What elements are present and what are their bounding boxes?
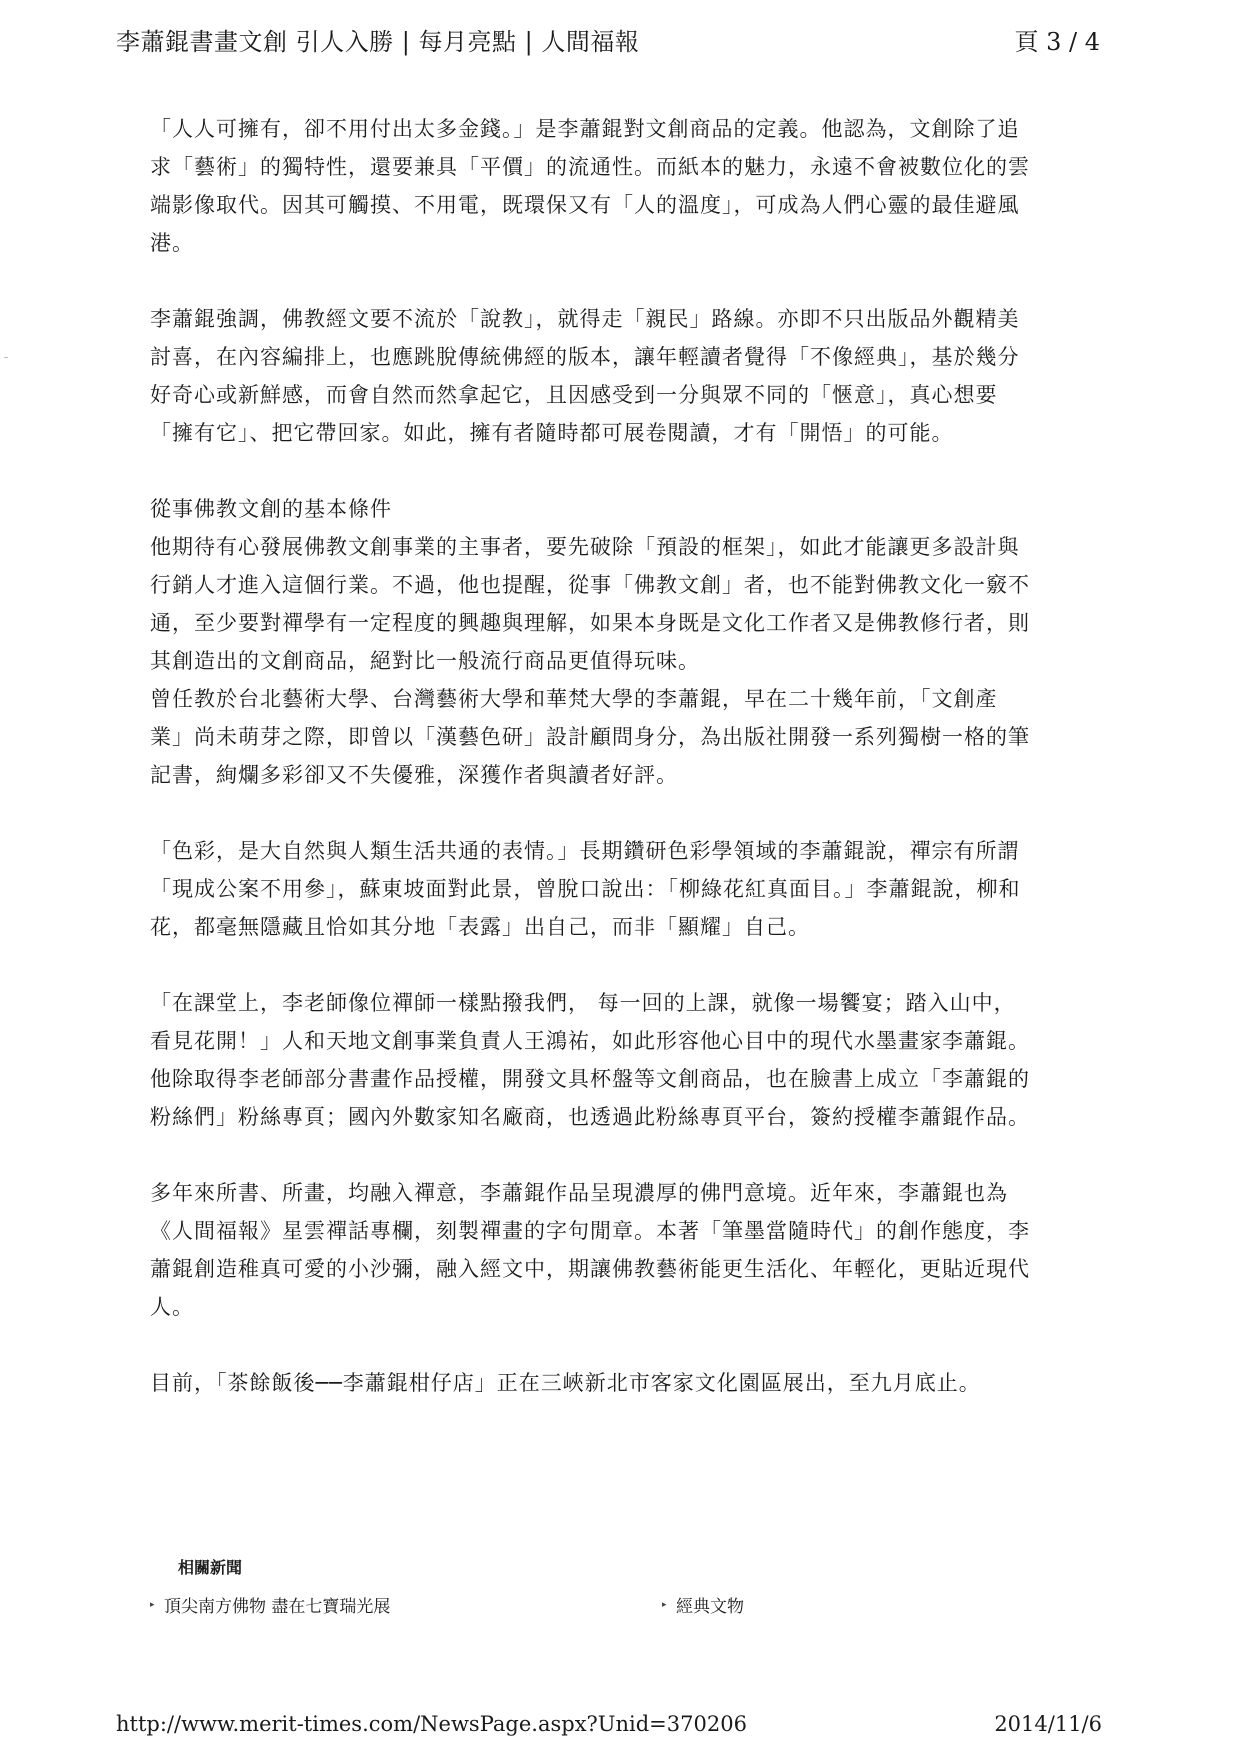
related-news-list <box>150 1592 1050 1618</box>
bullet-icon: ▸ <box>150 1599 155 1610</box>
related-news-section <box>150 1555 1050 1618</box>
related-news-link-text[interactable]: 經典文物 <box>676 1597 744 1617</box>
page-number: 頁 3 / 4 <box>1014 28 1100 56</box>
article-body <box>150 110 1030 1402</box>
article-paragraph: 「人人可擁有，卻不用付出太多金錢。」是李蕭錕對文創商品的定義。他認為，文創除了追求「藝術」的獨特性，還要兼具「平價」的流通性。而紙本的魅力，永遠不會被數位化的雲端影像取代。因其可觸摸、不用電，既環保又有「人的溫度」，可成為人們心靈的最佳避風港。 <box>150 117 1030 255</box>
article-paragraph: 李蕭錕強調，佛教經文要不流於「說教」，就得走「親民」路線。亦即不只出版品外觀精美討喜，在內容編排上，也應跳脫傳統佛經的版本，讓年輕讀者覺得「不像經典」，基於幾分好奇心或新鮮感，而會自然而然拿起它，且因感受到一分與眾不同的「愜意」，真心想要「擁有它」、把它帶回家。如此，擁有者隨時都可展卷閱讀，才有「開悟」的可能。 <box>150 307 1020 445</box>
footer-date: 2014/11/6 <box>994 1712 1102 1736</box>
related-news-heading: 相關新聞 <box>178 1558 243 1577</box>
scan-artifact <box>4 357 8 358</box>
page-header-title: 李蕭錕書畫文創 引人入勝 | 每月亮點 | 人間福報 <box>116 28 640 56</box>
footer-url: http://www.merit-times.com/NewsPage.aspx?Unid=370206 <box>116 1712 747 1736</box>
article-paragraph: 「在課堂上，李老師像位禪師一樣點撥我們， 每一回的上課，就像一場饗宴；踏入山中，看見花開！」人和天地文創事業負責人王鴻祐，如此形容他心目中的現代水墨畫家李蕭錕。他除取得李老師部分書畫作品授權，開發文具杯盤等文創商品，也在臉書上成立「李蕭錕的粉絲們」粉絲專頁；國內外數家知名廠商，也透過此粉絲專頁平台，簽約授權李蕭錕作品。 <box>150 991 1030 1129</box>
related-news-link-text[interactable]: 頂尖南方佛物 盡在七寶瑞光展 <box>164 1597 391 1617</box>
article-paragraph: 多年來所書、所畫，均融入禪意，李蕭錕作品呈現濃厚的佛門意境。近年來，李蕭錕也為《人間福報》星雲禪話專欄，刻製禪畫的字句閒章。本著「筆墨當隨時代」的創作態度，李蕭錕創造稚真可愛的小沙彌，融入經文中，期讓佛教藝術能更生活化、年輕化，更貼近現代人。 <box>150 1181 1030 1319</box>
article-paragraph: 目前，「茶餘飯後──李蕭錕柑仔店」正在三峽新北市客家文化園區展出，至九月底止。 <box>150 1371 981 1395</box>
article-paragraph: 曾任教於台北藝術大學、台灣藝術大學和華梵大學的李蕭錕，早在二十幾年前，「文創產業」尚未萌芽之際，即曾以「漢藝色研」設計顧問身分，為出版社開發一系列獨樹一格的筆記書，絢爛多彩卻又不失優雅，深獲作者與讀者好評。 <box>150 687 1030 787</box>
related-news-link[interactable] <box>662 1592 744 1617</box>
article-paragraph: 他期待有心發展佛教文創事業的主事者，要先破除「預設的框架」，如此才能讓更多設計與行銷人才進入這個行業。不過，他也提醒，從事「佛教文創」者，也不能對佛教文化一竅不通，至少要對禪學有一定程度的興趣與理解，如果本身既是文化工作者又是佛教修行者，則其創造出的文創商品，絕對比一般流行商品更值得玩味。 <box>150 535 1030 673</box>
article-paragraph: 「色彩，是大自然與人類生活共通的表情。」長期鑽研色彩學領域的李蕭錕說，禪宗有所謂「現成公案不用參」，蘇東坡面對此景，曾脫口說出：「柳綠花紅真面目。」李蕭錕說，柳和花，都毫無隱藏且恰如其分地「表露」出自己，而非「顯耀」自己。 <box>150 839 1021 939</box>
bullet-icon: ▸ <box>662 1599 667 1610</box>
related-news-link[interactable] <box>150 1592 390 1617</box>
section-subheading: 從事佛教文創的基本條件 <box>150 497 392 521</box>
